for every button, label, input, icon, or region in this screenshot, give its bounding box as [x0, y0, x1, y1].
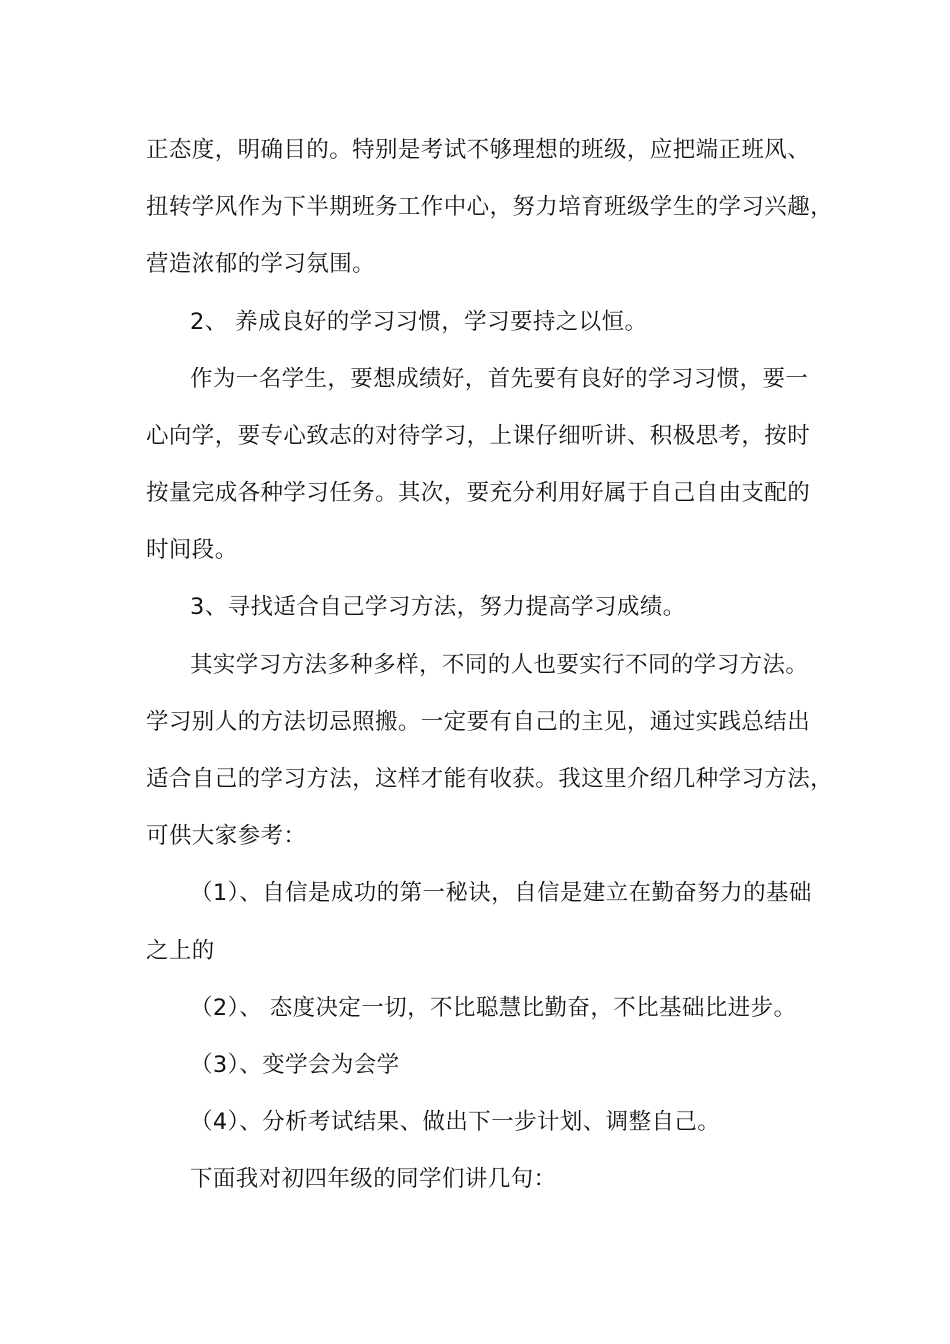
paragraph-line: 适合自己的学习方法，这样才能有收获。我这里介绍几种学习方法， — [146, 766, 834, 792]
list-item: （4）、分析考试结果、做出下一步计划、调整自己。 — [190, 1109, 721, 1135]
list-item: （2）、 态度决定一切，不比聪慧比勤奋，不比基础比进步。 — [190, 995, 797, 1021]
paragraph-line: 作为一名学生，要想成绩好，首先要有良好的学习习惯，要一 — [190, 366, 809, 392]
paragraph-line: 时间段。 — [146, 537, 238, 563]
list-item: （3）、变学会为会学 — [190, 1052, 400, 1078]
list-item: （1）、自信是成功的第一秘诀，自信是建立在勤奋努力的基础 — [190, 880, 812, 906]
paragraph-line: 营造浓郁的学习氛围。 — [146, 251, 376, 277]
paragraph-line: 下面我对初四年级的同学们讲几句： — [190, 1166, 557, 1192]
paragraph-line: 扭转学风作为下半期班务工作中心，努力培育班级学生的学习兴趣， — [146, 194, 834, 220]
paragraph-line: 其实学习方法多种多样，不同的人也要实行不同的学习方法。 — [190, 652, 809, 678]
paragraph-line: 可供大家参考： — [146, 823, 307, 849]
list-item-continuation: 之上的 — [146, 938, 215, 964]
section-heading: 2、 养成良好的学习习惯，学习要持之以恒。 — [190, 309, 648, 335]
paragraph-line: 学习别人的方法切忌照搬。一定要有自己的主见，通过实践总结出 — [146, 709, 811, 735]
paragraph-line: 正态度，明确目的。特别是考试不够理想的班级，应把端正班风、 — [146, 137, 811, 163]
paragraph-line: 按量完成各种学习任务。其次，要充分利用好属于自己自由支配的 — [146, 480, 811, 506]
section-heading: 3、寻找适合自己学习方法，努力提高学习成绩。 — [190, 594, 686, 620]
paragraph-line: 心向学，要专心致志的对待学习，上课仔细听讲、积极思考，按时 — [146, 423, 811, 449]
